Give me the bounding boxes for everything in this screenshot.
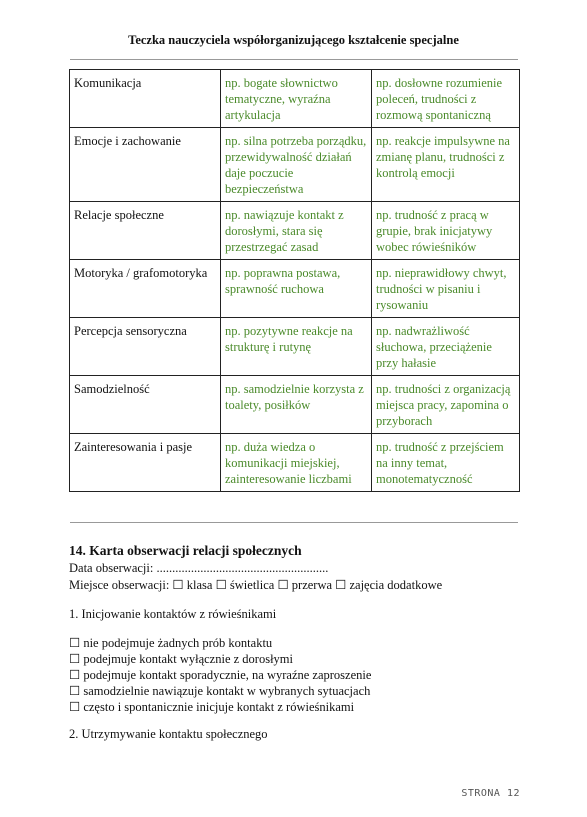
area-cell: Emocje i zachowanie [70,128,221,202]
table-row [70,70,520,128]
area-cell: Relacje społeczne [70,202,221,260]
question-1-title: 1. Inicjowanie kontaktów z rówieśnikami [69,607,277,621]
section-title: 14. Karta obserwacji relacji społecznych [69,543,302,558]
strengths-cell: np. nawiązuje kontakt z dorosłymi, stara się przestrzegać zasad [221,202,372,260]
area-cell: Percepcja sensoryczna [70,318,221,376]
table-row [70,128,520,202]
header-divider [70,59,518,60]
difficulties-cell: np. trudności z organizacją miejsca pracy, zapomina o przyborach [372,376,520,434]
area-cell: Komunikacja [70,70,221,128]
place-line: Miejsce obserwacji: ☐ klasa ☐ świetlica ☐ przerwa ☐ zajęcia dodatkowe [69,578,443,592]
strengths-cell: np. silna potrzeba porządku, przewidywalność działań daje poczucie bezpieczeństwa [221,128,372,202]
difficulties-cell: np. dosłowne rozumienie poleceń, trudności z rozmową spontaniczną [372,70,520,128]
table-row [70,434,520,492]
difficulties-cell: np. reakcje impulsywne na zmianę planu, trudności z kontrolą emocji [372,128,520,202]
strengths-cell: np. duża wiedza o komunikacji miejskiej, zainteresowanie liczbami [221,434,372,492]
strengths-cell: np. pozytywne reakcje na strukturę i rutynę [221,318,372,376]
page-header: Teczka nauczyciela współorganizującego kształcenie specjalne [128,33,459,47]
difficulties-cell: np. trudność z przejściem na inny temat, monotematyczność [372,434,520,492]
date-line: Data obserwacji: ....................................................... [69,561,329,575]
question-2-title: 2. Utrzymywanie kontaktu społecznego [69,727,268,741]
q1-option[interactable]: ☐ podejmuje kontakt sporadycznie, na wyraźne zaproszenie [69,668,372,682]
difficulties-cell: np. nieprawidłowy chwyt, trudności w pisaniu i rysowaniu [372,260,520,318]
q1-option[interactable]: ☐ często i spontanicznie inicjuje kontakt z rówieśnikami [69,700,355,714]
area-cell: Samodzielność [70,376,221,434]
q1-option[interactable]: ☐ podejmuje kontakt wyłącznie z dorosłymi [69,652,293,666]
strengths-cell: np. samodzielnie korzysta z toalety, posiłków [221,376,372,434]
q1-option[interactable]: ☐ nie podejmuje żadnych prób kontaktu [69,636,273,650]
table-row [70,376,520,434]
area-cell: Zainteresowania i pasje [70,434,221,492]
page-number: STRONA 12 [461,788,520,799]
observation-table [69,69,520,492]
difficulties-cell: np. trudność z pracą w grupie, brak inicjatywy wobec rówieśników [372,202,520,260]
section-14 [69,543,529,743]
strengths-cell: np. bogate słownictwo tematyczne, wyraźna artykulacja [221,70,372,128]
area-cell: Motoryka / grafomotoryka [70,260,221,318]
table-row [70,318,520,376]
strengths-cell: np. poprawna postawa, sprawność ruchowa [221,260,372,318]
section-divider [70,522,518,523]
table-row [70,202,520,260]
table-row [70,260,520,318]
difficulties-cell: np. nadwrażliwość słuchowa, przeciążenie przy hałasie [372,318,520,376]
q1-option[interactable]: ☐ samodzielnie nawiązuje kontakt w wybranych sytuacjach [69,684,371,698]
